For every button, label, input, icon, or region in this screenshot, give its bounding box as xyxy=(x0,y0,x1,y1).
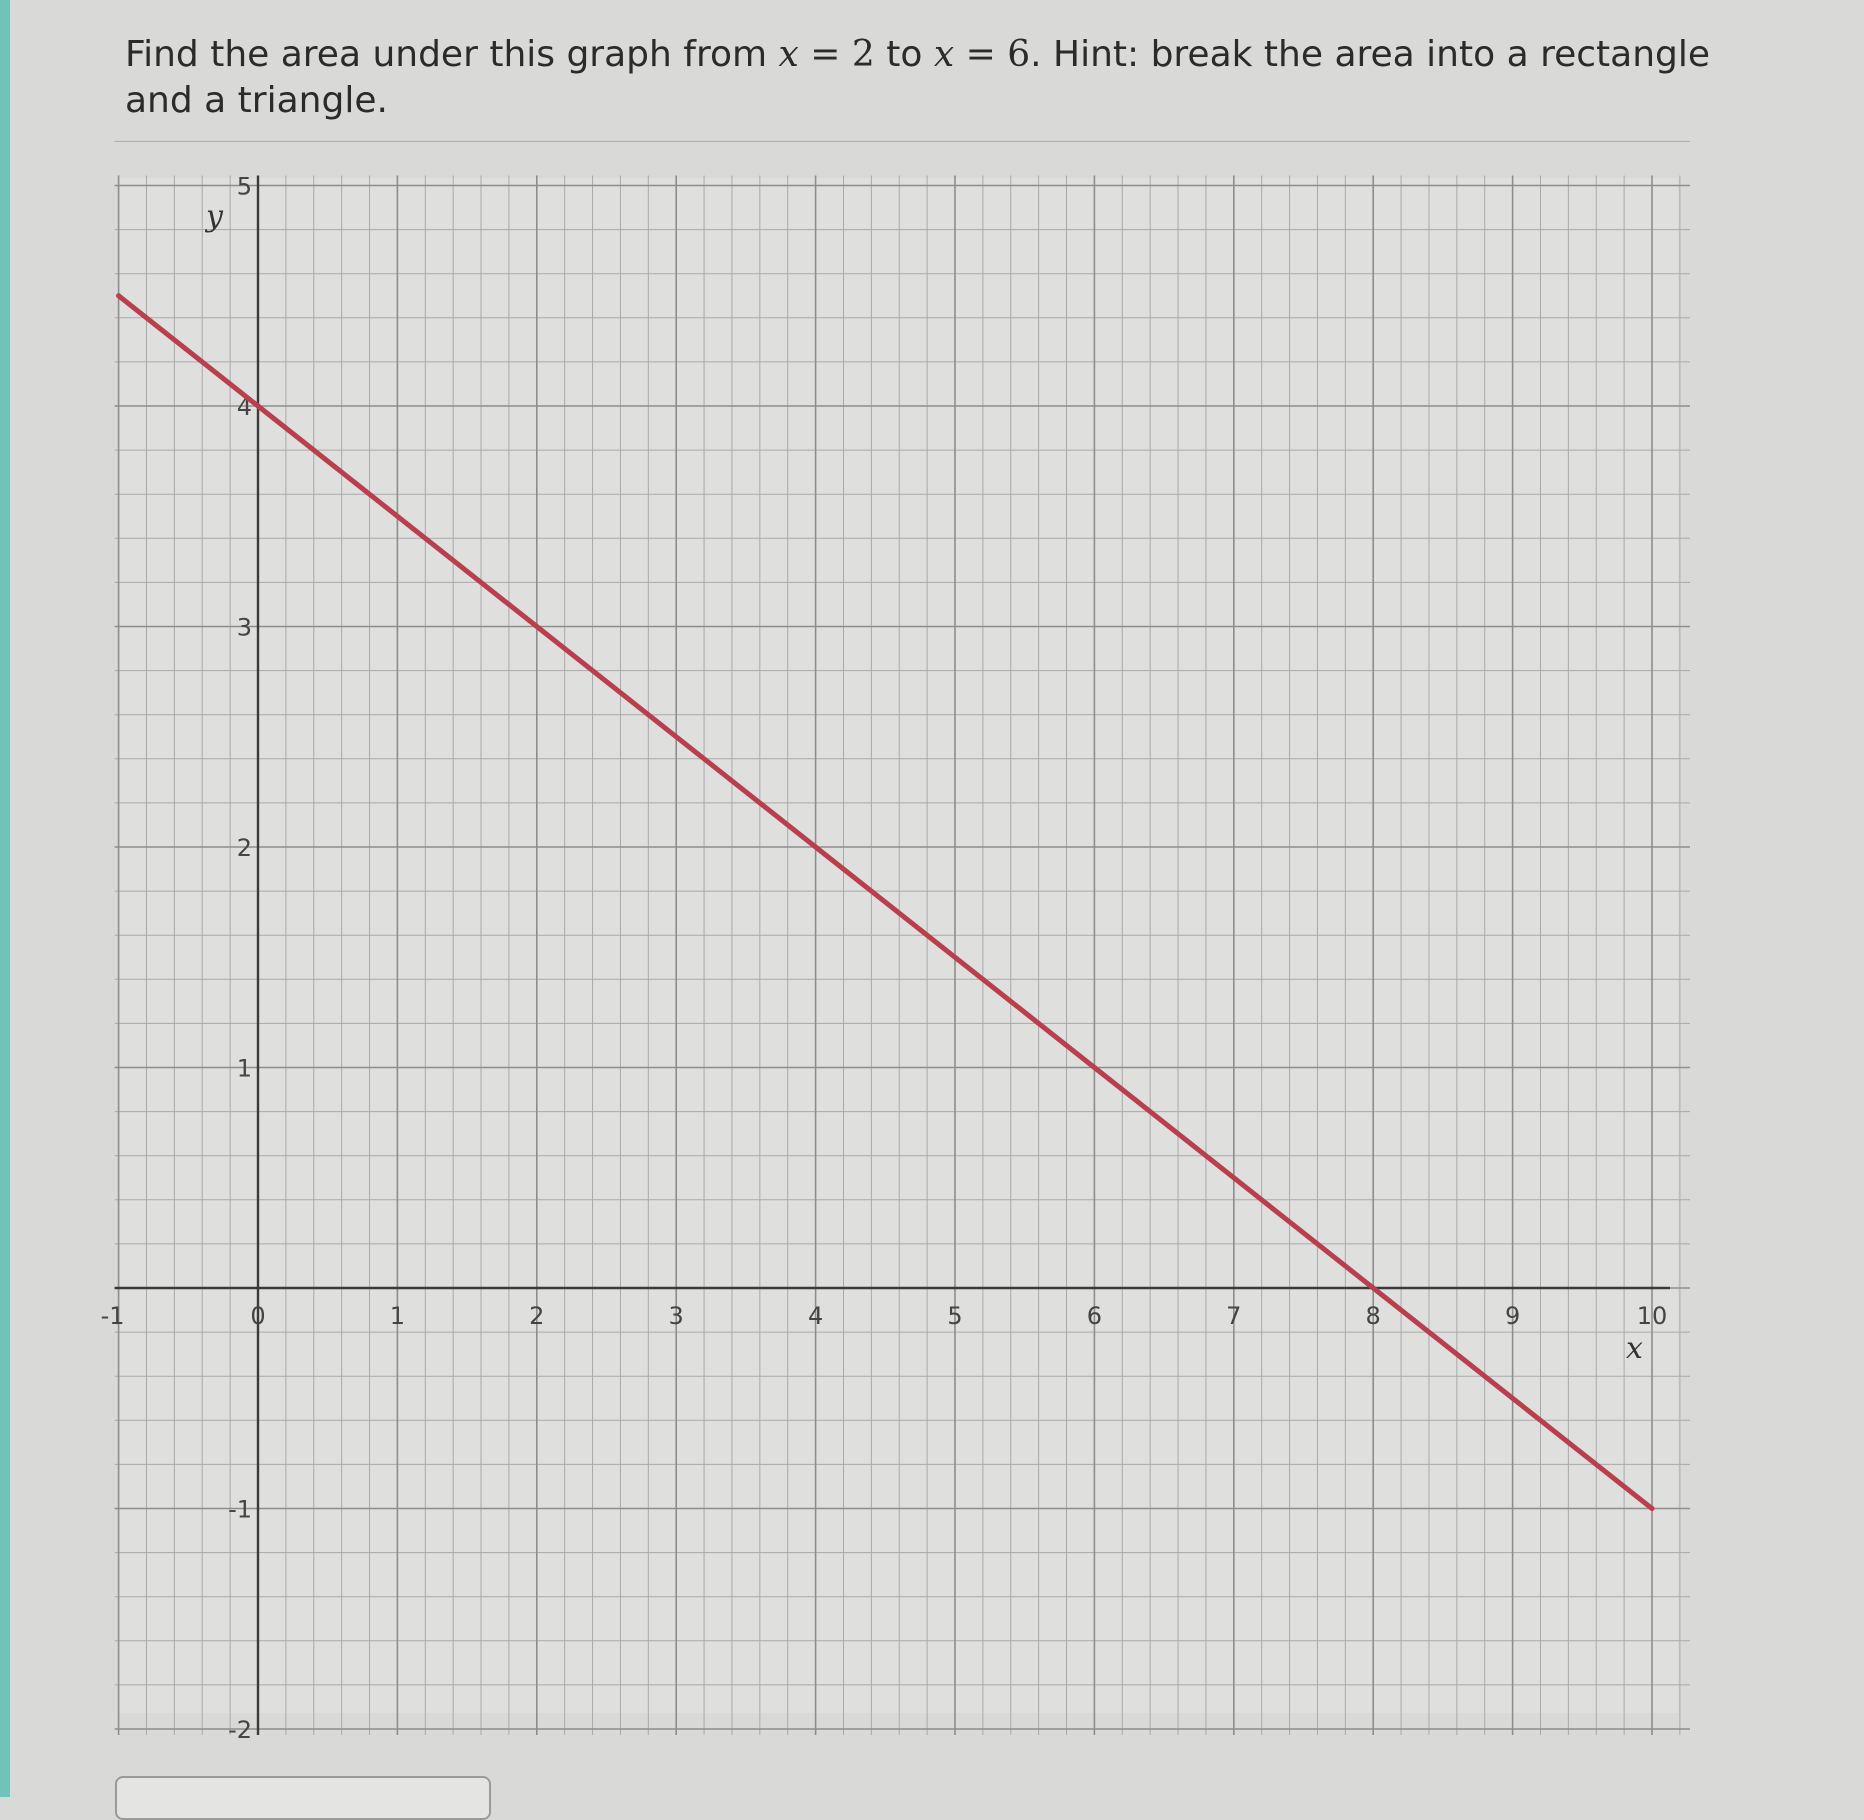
x-tick-label: 3 xyxy=(668,1302,684,1330)
x-tick-label: 4 xyxy=(807,1302,824,1330)
question-var-x2: x xyxy=(933,34,955,75)
y-tick-label: -2 xyxy=(228,1716,252,1744)
y-tick-label: 4 xyxy=(236,393,252,421)
y-tick-label: 1 xyxy=(236,1054,252,1083)
x-tick-label: 2 xyxy=(529,1302,545,1330)
y-tick-label: 3 xyxy=(236,613,252,642)
x-tick-label: 1 xyxy=(389,1302,406,1330)
question-rest: . Hint: break the area into a rectangle and a triangle. xyxy=(125,34,1711,121)
data-point xyxy=(534,624,539,629)
y-tick-label: 2 xyxy=(236,834,252,862)
data-point xyxy=(1371,1286,1376,1291)
x-tick-label: 7 xyxy=(1226,1302,1242,1330)
x-tick-label: 10 xyxy=(1636,1302,1668,1330)
x-axis-label: x xyxy=(1626,1331,1643,1366)
data-point xyxy=(256,404,261,409)
y-tick-label: 5 xyxy=(236,172,252,201)
data-point xyxy=(1650,1506,1655,1511)
data-point xyxy=(813,845,818,850)
x-tick-label: 8 xyxy=(1365,1302,1381,1330)
data-point xyxy=(1092,1065,1097,1070)
question-eq-2: = 6 xyxy=(954,34,1031,75)
x-tick-label: 9 xyxy=(1504,1302,1521,1330)
question-eq-1: = 2 xyxy=(798,34,875,75)
x-tick-label: -1 xyxy=(100,1302,125,1330)
question-mid: to xyxy=(874,34,934,75)
y-axis-label: y xyxy=(206,199,223,234)
y-tick-label: -1 xyxy=(228,1495,252,1524)
graph-paper xyxy=(118,178,1678,1713)
question-var-x1: x xyxy=(778,34,799,75)
x-tick-label: 6 xyxy=(1086,1302,1103,1330)
x-tick-label: 5 xyxy=(947,1302,963,1330)
answer-input[interactable] xyxy=(115,1776,491,1820)
data-point xyxy=(116,293,121,298)
question-intro: Find the area under this graph from xyxy=(125,34,779,75)
x-tick-label: 0 xyxy=(250,1302,266,1330)
